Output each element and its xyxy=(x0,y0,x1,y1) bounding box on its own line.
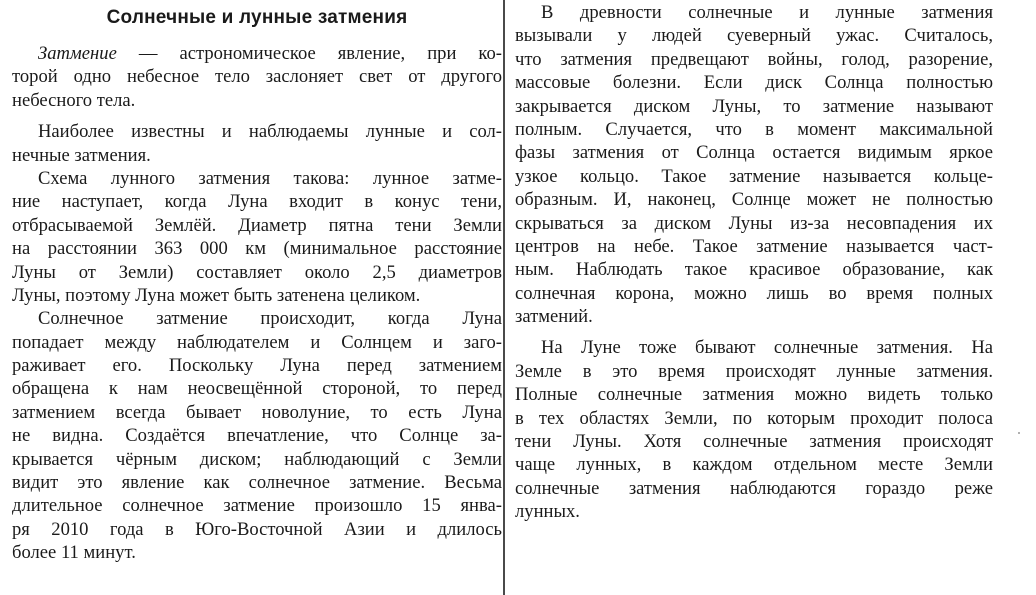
page-title: Солнечные и лунные затмения xyxy=(106,7,408,28)
text-line: отбрасываемой Землёй. Диаметр пятна тени Земли xyxy=(12,214,502,236)
text-line: на расстоянии 363 000 км (минимальное расстояние xyxy=(12,238,502,260)
text-line: Солнечное затмение происходит, когда Луна xyxy=(38,308,502,330)
text-line: Наиболее известны и наблюдаемы лунные и сол- xyxy=(38,121,502,143)
paragraph-known-eclipses xyxy=(12,120,502,167)
column-divider xyxy=(503,0,505,595)
text-line: В древности солнечные и лунные затмения xyxy=(541,2,993,23)
text-line: ным. Наблюдать такое красивое образование, как xyxy=(515,259,993,281)
text-line: образным. И, наконец, Солнце может не полностью xyxy=(515,189,993,211)
text-line: более 11 минут. xyxy=(12,542,136,564)
text-line: не видна. Создаётся впечатление, что Солнце за- xyxy=(12,425,502,447)
text-line: Луны, поэтому Луна может быть затенена целиком. xyxy=(12,284,421,306)
text-line: ря 2010 года в Юго-Восточной Азии и длилось xyxy=(12,518,502,540)
text-line: Схема лунного затмения такова: лунное затме- xyxy=(38,167,502,189)
text-line: закрывается диском Луны, то затмение называют xyxy=(515,95,993,117)
text-line: тени Луны. Хотя солнечные затмения происходят xyxy=(515,431,993,453)
text-line: центров на небе. Такое затмение называется част- xyxy=(515,235,993,257)
text-line xyxy=(12,42,502,65)
text-line: фазы затмения от Солнца остается видимым яркое xyxy=(515,142,993,164)
text-line: торой одно небесное тело заслоняет свет от другого xyxy=(12,66,502,88)
paragraph-gap xyxy=(12,112,502,120)
text-line: попадает между наблюдателем и Солнцем и заго- xyxy=(12,331,502,353)
paragraph-ancient-beliefs xyxy=(515,1,993,328)
text-line: Полные солнечные затмения можно видеть только xyxy=(515,384,993,406)
text-line: видит это явление как солнечное затмение. Весьма xyxy=(12,472,502,494)
scan-speck xyxy=(1018,432,1020,434)
text-line: Земле в это время происходят лунные затмения. xyxy=(515,360,993,382)
text-line: ние наступает, когда Луна входит в конус тени, xyxy=(12,191,502,213)
text-line: длительное солнечное затмение произошло 15 янва- xyxy=(12,495,502,517)
text-line: Луны от Земли) составляет около 2,5 диаметров xyxy=(12,261,502,283)
left-column xyxy=(12,0,502,595)
text-line: что затмения предвещают войны, голод, разорение, xyxy=(515,48,993,70)
text-line: узкое кольцо. Такое затмение называется кольце- xyxy=(515,165,993,187)
paragraph-moon-eclipses xyxy=(515,336,993,523)
text-line: обращена к нам неосвещённой стороной, то перед xyxy=(12,378,502,400)
right-column xyxy=(515,0,993,524)
text-line: солнечные затмения наблюдаются гораздо реже xyxy=(515,477,993,499)
paragraph-gap xyxy=(515,328,993,336)
text-line: скрываться за диском Луны из-за несовпадения их xyxy=(515,212,993,234)
text-line: чаще лунных, в каждом отдельном месте Земли xyxy=(515,454,993,476)
text-line: вызывали у людей суеверный ужас. Считалось, xyxy=(515,25,993,47)
text-line: раживает его. Поскольку Луна перед затмением xyxy=(12,355,502,377)
text-line: в тех областях Земли, по которым проходит полоса xyxy=(515,407,993,429)
text-line: небесного тела. xyxy=(12,89,136,111)
text-line: лунных. xyxy=(515,501,580,523)
text-line: затмений. xyxy=(515,306,593,328)
paragraph-lunar-eclipse xyxy=(12,167,502,307)
text-line: полным. Случается, что в момент максимальной xyxy=(515,118,993,140)
term-eclipse: Затмение xyxy=(38,43,117,64)
text-line: нечные затмения. xyxy=(12,144,151,166)
definition-text: — астрономическое явление, при ко- xyxy=(116,43,502,64)
text-line: затмением всегда бывает новолуние, то есть Луна xyxy=(12,401,502,423)
text-line: солнечная корона, можно лишь во время полных xyxy=(515,282,993,304)
text-line: На Луне тоже бывают солнечные затмения. На xyxy=(541,337,993,359)
text-line: крывается чёрным диском; наблюдающий с Земли xyxy=(12,448,502,470)
paragraph-solar-eclipse xyxy=(12,307,502,564)
text-line: массовые болезни. Если диск Солнца полностью xyxy=(515,72,993,94)
paragraph-definition xyxy=(12,42,502,112)
